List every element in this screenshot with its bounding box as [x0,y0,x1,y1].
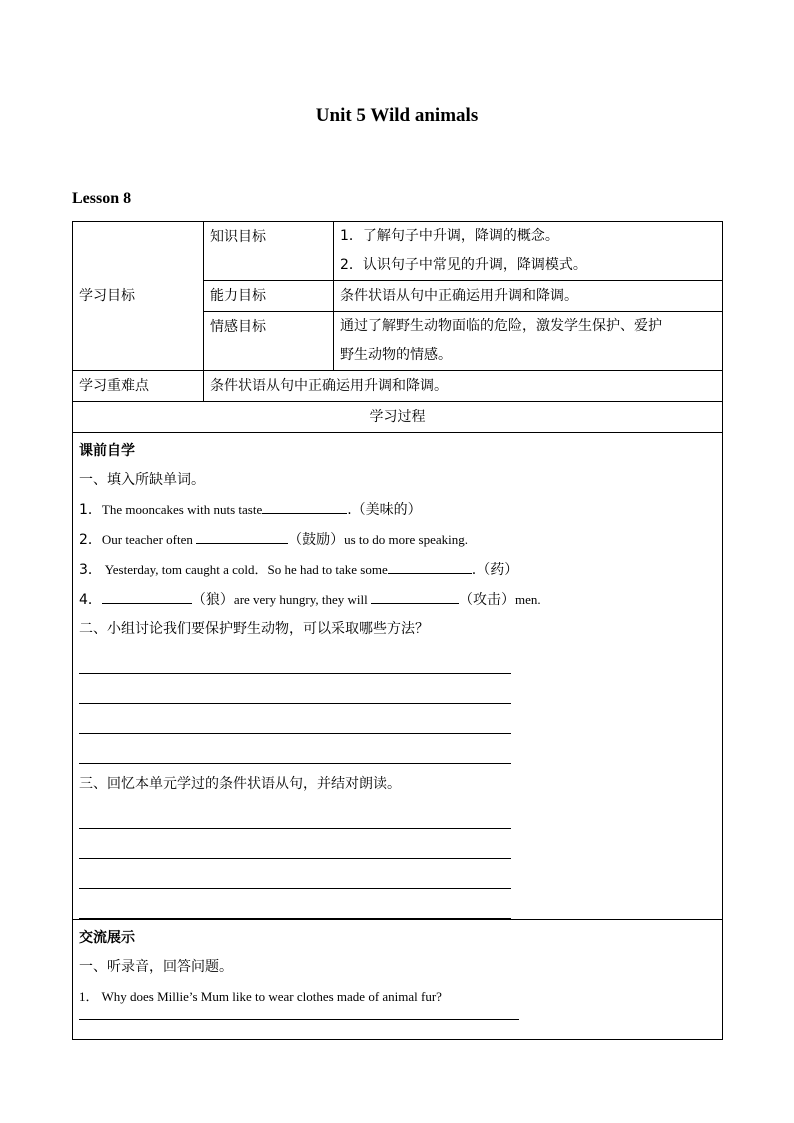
document-title: Unit 5 Wild animals [315,105,479,126]
answer-line[interactable] [79,889,511,919]
answer-line[interactable] [79,674,511,704]
discussion-title: 二、小组讨论我们要保护野生动物，可以采取哪些方法？ [79,621,429,637]
exchange-heading: 交流展示 [79,930,135,946]
fill-question-3 [79,555,716,585]
answer-line[interactable] [79,734,511,764]
answer-line[interactable] [79,704,511,734]
fill-question-2 [79,525,716,555]
emotion-goal-line: 通过了解野生动物面临的危险，激发学生保护、爱护 [340,318,662,334]
question-text: Our teacher often [101,532,197,547]
question-text: men. [514,592,541,607]
answer-blank[interactable] [262,499,347,514]
answer-blank[interactable] [388,559,472,574]
question-number: 2． [79,532,102,548]
knowledge-goal-item: 2．认识句子中常见的升调，降调模式。 [340,257,587,273]
emotion-goal-content [334,312,723,371]
question-hint: .（美味的） [347,502,422,518]
question-hint: .（药） [471,562,519,578]
question-number: 1． [79,502,102,518]
question-text: us to do more speaking. [344,532,468,547]
question-text: are very hungry, they will [233,592,371,607]
answer-blank[interactable] [102,589,192,604]
fill-question-1 [79,495,716,525]
question-hint: （鼓励） [288,532,345,548]
question-text: The mooncakes with nuts taste [101,502,263,517]
self-study-row [73,433,723,920]
answer-line[interactable] [79,1011,519,1020]
objectives-label: 学习目标 [73,222,204,371]
emotion-goal-label: 情感目标 [204,312,334,371]
question-hint: （攻击） [458,592,515,608]
ability-goal-content: 条件状语从句中正确运用升调和降调。 [334,281,723,312]
self-study-section [73,433,723,920]
objective-knowledge-row [73,222,723,281]
answer-line[interactable] [79,829,511,859]
process-title-row [73,402,723,433]
knowledge-goal-content [334,222,723,281]
answer-blank[interactable] [371,589,459,604]
process-title: 学习过程 [73,402,723,433]
answer-blank[interactable] [196,529,288,544]
worksheet-table [72,221,723,1040]
answer-line[interactable] [79,644,511,674]
exchange-section [73,920,723,1040]
fill-in-title: 一、填入所缺单词。 [79,472,205,488]
ability-goal-label: 能力目标 [204,281,334,312]
emotion-goal-line: 野生动物的情感。 [340,347,452,363]
listening-question-1: 1． Why does Millie’s Mum like to wear clothes made of animal fur? [79,989,442,1004]
question-number: 4． [79,592,102,608]
exchange-row [73,920,723,1040]
fill-question-4 [79,585,716,615]
knowledge-goal-label: 知识目标 [204,222,334,281]
recall-title: 三、回忆本单元学过的条件状语从句，并结对朗读。 [79,776,401,792]
question-text: Yesterday, tom caught a cold．So he had to take some [101,562,388,577]
question-hint: （狼） [191,592,234,608]
knowledge-goal-item: 1．了解句子中升调，降调的概念。 [340,228,559,244]
key-points-row [73,371,723,402]
lesson-label: Lesson 8 [72,190,132,207]
answer-line[interactable] [79,859,511,889]
self-study-heading: 课前自学 [79,443,135,459]
question-number: 3． [79,562,102,578]
answer-line[interactable] [79,799,511,829]
listening-title: 一、听录音，回答问题。 [79,959,233,975]
key-points-label: 学习重难点 [73,371,204,402]
key-points-content: 条件状语从句中正确运用升调和降调。 [204,371,723,402]
